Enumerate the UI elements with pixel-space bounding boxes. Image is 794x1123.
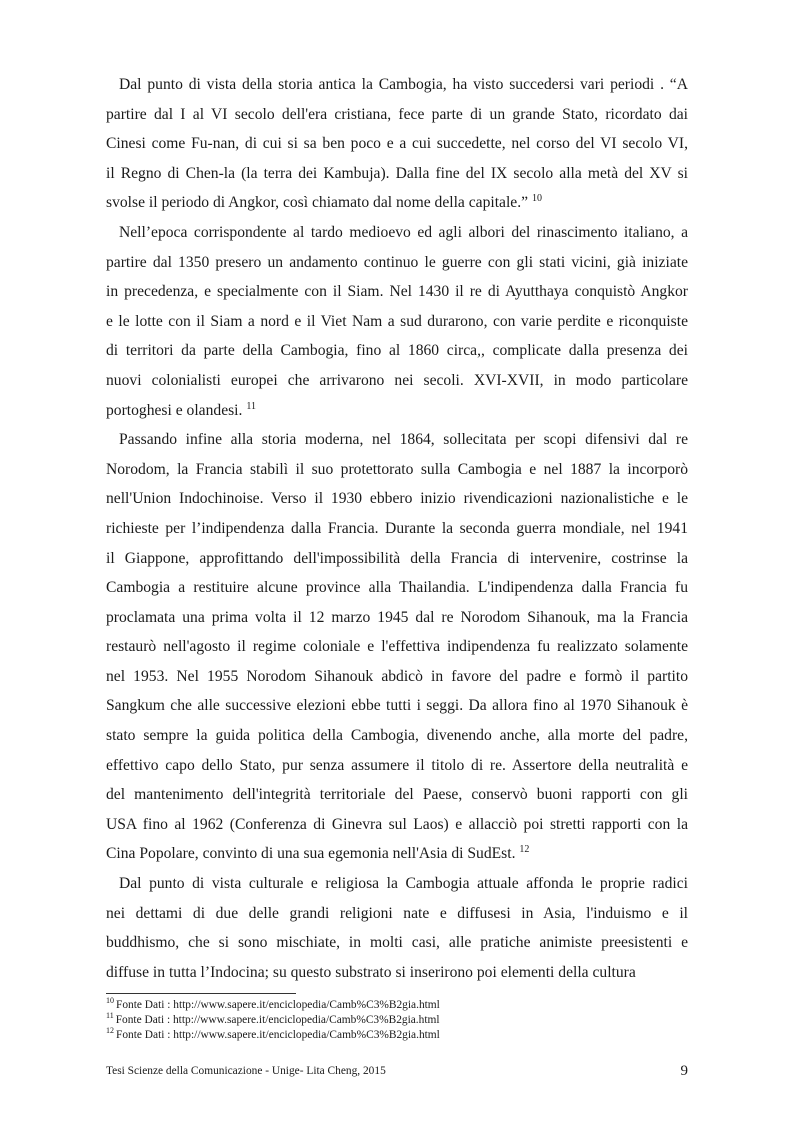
text-line-content: nel 1953. Nel 1955 Norodom Sihanouk abdicò in favore del padre e formò il partito <box>106 667 688 685</box>
footnote-reference: 10 <box>531 193 542 205</box>
text-line <box>106 632 688 662</box>
footnote <box>106 1013 688 1028</box>
text-line <box>106 307 688 337</box>
text-line <box>106 396 688 426</box>
text-line <box>106 899 688 929</box>
text-line-content: Nell’epoca corrispondente al tardo medioevo ed agli albori del rinascimento italiano, a <box>119 223 688 241</box>
text-line <box>106 248 688 278</box>
paragraph <box>106 218 688 425</box>
text-line <box>106 780 688 810</box>
text-line <box>106 514 688 544</box>
text-line <box>106 573 688 603</box>
text-line <box>106 691 688 721</box>
text-line-content: del mantenimento dell'integrità territoriale del Paese, conservò buoni rapporti con gli <box>106 786 688 804</box>
text-line-content: portoghesi e olandesi. <box>106 401 243 419</box>
text-line <box>106 425 688 455</box>
text-line-content: di territori da parte della Cambogia, fino al 1860 circa,, complicate dalla presenza dei <box>106 342 688 360</box>
text-line-content: Cambogia a restituire alcune province alla Thailandia. L'indipendenza dalla Francia fu <box>106 579 688 597</box>
footnote <box>106 998 688 1013</box>
page-number: 9 <box>680 1063 688 1079</box>
body-text <box>106 70 688 987</box>
text-line <box>106 366 688 396</box>
text-line-content: Dal punto di vista culturale e religiosa la Cambogia attuale affonda le proprie radici <box>119 875 688 893</box>
text-line-content: stato sempre la guida politica della Cambogia, divenendo anche, alla morte del padre, <box>106 727 688 745</box>
text-line-content: USA fino al 1962 (Conferenza di Ginevra sul Laos) e allacciò poi stretti rapporti con la <box>106 815 688 833</box>
footer-title: Tesi Scienze della Comunicazione - Unige- Lita Cheng, 2015 <box>106 1065 386 1077</box>
page-footer <box>106 1061 688 1081</box>
text-line-content: Cinesi come Fu-nan, di cui si sa ben poco e a cui succedette, nel corso del VI secolo VI, <box>106 135 688 153</box>
text-line <box>106 277 688 307</box>
text-line-content: Dal punto di vista della storia antica la Cambogia, ha visto succedersi vari periodi . “A <box>119 76 688 93</box>
text-line-content: diffuse in tutta l’Indocina; su questo substrato si inserirono poi elementi della cultura <box>106 963 636 981</box>
text-line <box>106 100 688 130</box>
text-line <box>106 751 688 781</box>
text-line-content: restaurò nell'agosto il regime coloniale e l'effettiva indipendenza fu realizzato solamente <box>106 638 688 656</box>
text-line-content: proclamata una prima volta il 12 marzo 1945 dal re Norodom Sihanouk, ma la Francia <box>106 608 688 626</box>
text-line-content: effettivo capo dello Stato, pur senza assumere il titolo di re. Assertore della neutralità e <box>106 756 688 774</box>
text-line-content: partire dal I al VI secolo dell'era cristiana, fece parte di un grande Stato, ricordato dai <box>106 105 688 123</box>
text-line-content: Sangkum che alle successive elezioni ebbe tutti i seggi. Da allora fino al 1970 Sihanouk è <box>106 697 688 715</box>
text-line <box>106 958 688 988</box>
text-line-content: il Giappone, approfittando dell'impossibilità della Francia di intervenire, costrinse la <box>106 549 688 567</box>
footnote-separator <box>106 993 296 994</box>
footnote-reference: 12 <box>519 844 530 856</box>
footnote-text: Fonte Dati : http://www.sapere.it/enciclopedia/Camb%C3%B2gia.html <box>116 999 440 1011</box>
text-line-content: svolse il periodo di Angkor, così chiamato dal nome della capitale.” <box>106 194 529 212</box>
text-line-content: Norodom, la Francia stabilì il suo protettorato sulla Cambogia e nel 1887 la incorporò <box>106 460 688 478</box>
text-line <box>106 455 688 485</box>
footnote-text: Fonte Dati : http://www.sapere.it/enciclopedia/Camb%C3%B2gia.html <box>115 1014 440 1026</box>
text-line <box>106 810 688 840</box>
text-line <box>106 484 688 514</box>
text-line <box>106 544 688 574</box>
text-line-content: partire dal 1350 presero un andamento continuo le guerre con gli stati vicini, già iniziate <box>106 253 688 271</box>
text-line-content: nell'Union Indochinoise. Verso il 1930 ebbero inizio rivendicazioni nazionalistiche e le <box>106 490 688 508</box>
footnote-number: 12 <box>106 1026 114 1036</box>
paragraph <box>106 425 688 869</box>
text-line-content: e le lotte con il Siam a nord e il Viet Nam a sud durarono, con varie perdite e riconquiste <box>106 312 688 330</box>
footnote-reference: 11 <box>246 400 256 412</box>
text-line <box>106 603 688 633</box>
paragraph <box>106 70 688 218</box>
footnote-text: Fonte Dati : http://www.sapere.it/enciclopedia/Camb%C3%B2gia.html <box>116 1029 440 1041</box>
text-line <box>106 336 688 366</box>
text-line-content: Passando infine alla storia moderna, nel 1864, sollecitata per scopi difensivi dal re <box>119 431 688 449</box>
text-line <box>106 129 688 159</box>
text-line-content: il Regno di Chen-la (la terra dei Kambuja). Dalla fine del IX secolo alla metà del XV si <box>106 164 688 182</box>
text-line <box>106 662 688 692</box>
footnotes <box>106 998 688 1043</box>
text-line-content: Cina Popolare, convinto di una sua egemonia nell'Asia di SudEst. <box>106 845 516 863</box>
paragraph <box>106 869 688 987</box>
text-line-content: nuovi colonialisti europei che arrivarono nei secoli. XVI-XVII, in modo particolare <box>106 371 688 389</box>
text-line-content: in precedenza, e specialmente con il Siam. Nel 1430 il re di Ayutthaya conquistò Angkor <box>106 283 688 301</box>
text-line-content: nei dettami di due delle grandi religioni nate e diffusesi in Asia, l'induismo e il <box>106 904 688 922</box>
footnote <box>106 1028 688 1043</box>
text-line <box>106 721 688 751</box>
text-line-content: richieste per l’indipendenza dalla Francia. Durante la seconda guerra mondiale, nel 1941 <box>106 519 688 537</box>
footnote-number: 10 <box>106 996 114 1006</box>
text-line <box>106 188 688 218</box>
text-line <box>106 70 688 100</box>
text-line-content: buddhismo, che si sono mischiate, in molti casi, alle pratiche animiste preesistenti e <box>106 934 688 952</box>
text-line <box>106 159 688 189</box>
text-line <box>106 869 688 899</box>
footnote-number: 11 <box>106 1011 114 1021</box>
text-line <box>106 218 688 248</box>
text-line <box>106 928 688 958</box>
text-line <box>106 839 688 869</box>
